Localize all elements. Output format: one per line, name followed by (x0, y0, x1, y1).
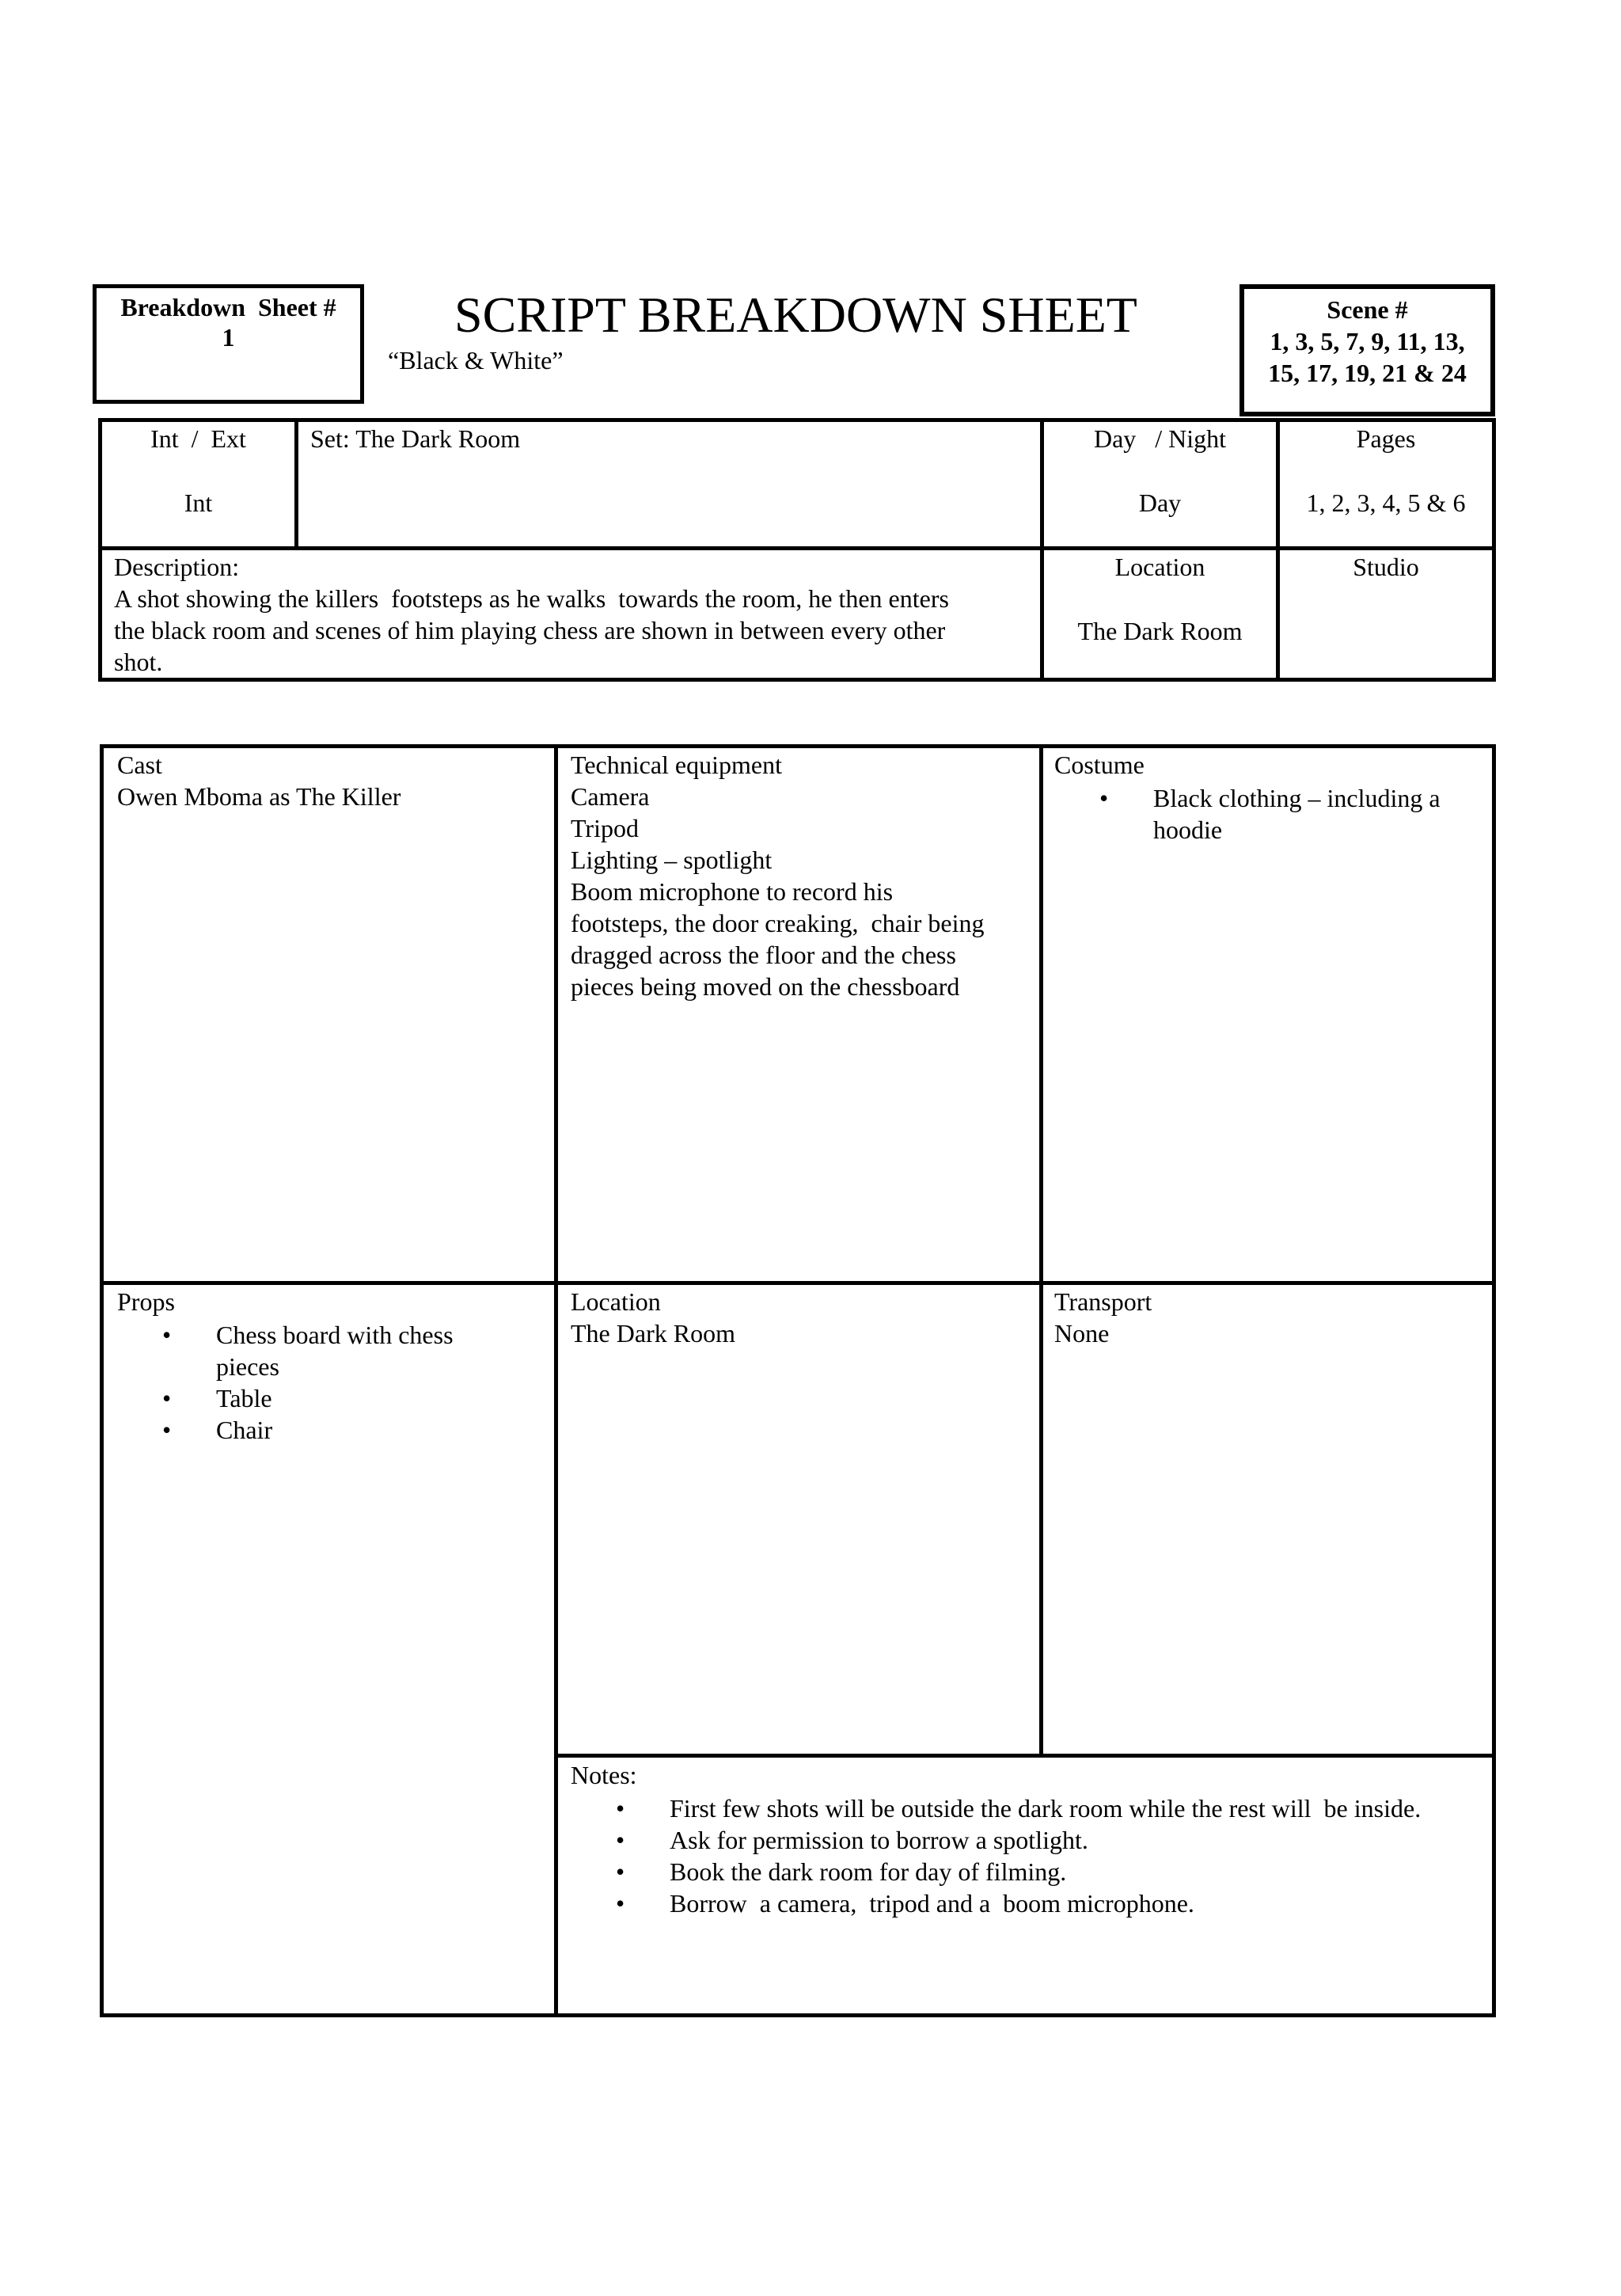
breakdown-sheet-number: 1 (222, 323, 235, 352)
list-item: • Chair (117, 1414, 454, 1446)
location-box-value: The Dark Room (571, 1319, 735, 1348)
technical-section (571, 749, 985, 1002)
location-value: The Dark Room (1077, 617, 1243, 645)
cast-label: Cast (117, 751, 162, 779)
list-item: • Black clothing – including a hoodie (1054, 782, 1441, 846)
description-line: shot. (114, 648, 163, 676)
int-ext-value: Int (184, 488, 213, 517)
equipment-line: Lighting – spotlight (571, 846, 773, 874)
studio-label: Studio (1353, 553, 1419, 581)
day-night-value: Day (1138, 488, 1182, 517)
page-title: SCRIPT BREAKDOWN SHEET (454, 287, 1137, 343)
set-field: Set: The Dark Room (310, 424, 521, 453)
costume-label: Costume (1054, 751, 1145, 779)
technical-label: Technical equipment (571, 751, 782, 779)
breakdown-sheet-label: Breakdown Sheet # (120, 293, 336, 321)
equipment-line: dragged across the floor and the chess (571, 941, 956, 969)
int-ext-label: Int / Ext (150, 424, 246, 453)
list-item: • Book the dark room for day of filming. (571, 1856, 1421, 1887)
description-label: Description: (114, 553, 240, 581)
equipment-line: Camera (571, 782, 650, 811)
notes-list (571, 1792, 1421, 1919)
transport-value: None (1054, 1319, 1110, 1348)
list-item: • Table (117, 1382, 454, 1414)
transport-section (1054, 1286, 1152, 1349)
list-item: • First few shots will be outside the dark room while the rest will be inside. (571, 1792, 1421, 1824)
day-night-label: Day / Night (1093, 424, 1227, 453)
scene-label: Scene # (1327, 295, 1408, 324)
notes-label: Notes: (571, 1761, 637, 1789)
description-line: the black room and scenes of him playing chess are shown in between every other (114, 616, 946, 644)
props-list (117, 1319, 454, 1446)
location-box-label: Location (571, 1287, 661, 1316)
description-line: A shot showing the killers footsteps as he walks towards the room, he then enters (114, 584, 949, 613)
breakdown-sheet-box (93, 284, 364, 404)
cast-member: Owen Mboma as The Killer (117, 782, 401, 811)
props-section (117, 1286, 454, 1446)
cast-section (117, 749, 401, 812)
scene-numbers-line2: 15, 17, 19, 21 & 24 (1268, 359, 1467, 387)
location-label: Location (1114, 553, 1205, 581)
list-item: • Ask for permission to borrow a spotlight. (571, 1824, 1421, 1856)
scene-numbers-line1: 1, 3, 5, 7, 9, 11, 13, (1270, 327, 1465, 355)
costume-section (1054, 749, 1441, 846)
film-subtitle: “Black & White” (388, 346, 564, 374)
equipment-line: pieces being moved on the chessboard (571, 972, 960, 1001)
props-label: Props (117, 1287, 175, 1316)
notes-section (571, 1759, 1421, 1919)
description-text (114, 583, 949, 678)
list-item: • Chess board with chess pieces (117, 1319, 454, 1382)
pages-label: Pages (1356, 424, 1416, 453)
transport-label: Transport (1054, 1287, 1152, 1316)
equipment-line: Tripod (571, 814, 639, 842)
list-item: • Borrow a camera, tripod and a boom microphone. (571, 1887, 1421, 1919)
location-section (571, 1286, 735, 1349)
pages-value: 1, 2, 3, 4, 5 & 6 (1306, 488, 1466, 517)
costume-list (1054, 782, 1441, 846)
scene-number-box (1239, 284, 1495, 416)
equipment-line: footsteps, the door creaking, chair being (571, 909, 985, 937)
equipment-line: Boom microphone to record his (571, 877, 894, 906)
